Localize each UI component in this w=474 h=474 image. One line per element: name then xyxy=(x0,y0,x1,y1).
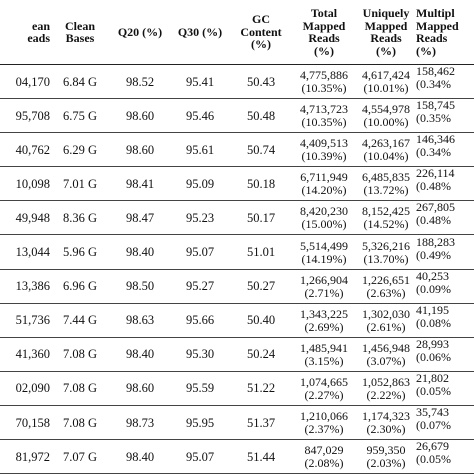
cell-multiple-mapped-percent: (0.34% xyxy=(416,77,451,91)
cell-multiple-mapped-percent: (0.34% xyxy=(416,145,451,160)
cell-total-mapped-percent: (10.35%) xyxy=(301,81,347,95)
cell-uniquely-mapped-percent: (2.30%) xyxy=(366,422,406,436)
cell-total-mapped-count: 4,409,513 xyxy=(300,136,348,151)
cell-q30: 95.59 xyxy=(185,381,215,396)
cell-uniquely-mapped-count: 4,554,978 xyxy=(362,102,410,117)
cell-total-mapped-count: 1,210,066 xyxy=(300,409,348,423)
cell-gc-content: 50.17 xyxy=(246,210,276,225)
table-row xyxy=(0,65,474,99)
cell-total-mapped-count: 1,343,225 xyxy=(300,306,348,321)
cell-uniquely-mapped xyxy=(356,201,416,235)
cell-q20: 98.52 xyxy=(125,74,155,89)
cell-total-mapped-count: 4,713,723 xyxy=(300,102,348,117)
cell-total-mapped-percent: (10.35%) xyxy=(301,115,347,130)
cell-uniquely-mapped-count: 959,350 xyxy=(366,443,406,458)
cell-uniquely-mapped-percent: (10.00%) xyxy=(363,115,409,130)
cell-multiple-mapped-percent: (0.48% xyxy=(416,213,451,228)
cell-multiple-mapped-percent: (0.48% xyxy=(416,179,451,194)
header-uniquely-mapped: Uniquely Mapped Reads (%) xyxy=(362,6,410,58)
cell-clean-reads: 51,736 xyxy=(15,313,50,328)
cell-gc-content: 50.48 xyxy=(246,108,276,123)
cell-clean-reads: 04,170 xyxy=(15,74,50,89)
cell-total-mapped-count: 8,420,230 xyxy=(300,204,348,219)
cell-multiple-mapped xyxy=(416,338,474,372)
cell-multiple-mapped xyxy=(416,201,474,235)
cell-gc-content: 50.43 xyxy=(246,74,276,89)
cell-clean-reads: 02,090 xyxy=(15,381,50,396)
cell-total-mapped xyxy=(292,99,356,133)
cell-clean-bases: 7.08 G xyxy=(62,415,98,430)
cell-q20: 98.40 xyxy=(125,245,155,259)
cell-total-mapped xyxy=(292,372,356,406)
cell-multiple-mapped-count: 226,114 xyxy=(416,166,455,181)
cell-multiple-mapped-count: 158,745 xyxy=(416,98,455,113)
cell-clean-bases: 6.96 G xyxy=(62,279,98,294)
cell-total-mapped xyxy=(292,338,356,372)
cell-multiple-mapped-count: 35,743 xyxy=(416,405,449,419)
cell-clean-bases: 7.07 G xyxy=(62,449,98,464)
table-row xyxy=(0,304,474,338)
cell-q30: 95.66 xyxy=(185,313,215,328)
table-row xyxy=(0,372,474,406)
cell-multiple-mapped xyxy=(416,133,474,167)
table-row xyxy=(0,99,474,133)
cell-total-mapped-count: 4,775,886 xyxy=(300,68,348,82)
cell-uniquely-mapped xyxy=(356,236,416,270)
cell-gc-content: 50.40 xyxy=(246,313,276,328)
cell-multiple-mapped-percent: (0.49% xyxy=(416,247,451,262)
cell-q20: 98.40 xyxy=(125,449,155,464)
cell-total-mapped-count: 1,266,904 xyxy=(300,272,348,287)
cell-gc-content: 51.37 xyxy=(246,415,276,430)
cell-uniquely-mapped xyxy=(356,406,416,440)
cell-uniquely-mapped-percent: (2.03%) xyxy=(366,456,406,471)
cell-multiple-mapped-count: 21,802 xyxy=(416,370,449,385)
header-q30: Q30 (%) xyxy=(177,24,223,39)
cell-q20: 98.63 xyxy=(125,313,155,328)
cell-clean-bases: 6.84 G xyxy=(62,74,98,89)
cell-uniquely-mapped-count: 4,263,167 xyxy=(362,136,410,151)
cell-uniquely-mapped xyxy=(356,65,416,99)
cell-total-mapped xyxy=(292,406,356,440)
cell-total-mapped xyxy=(292,236,356,270)
cell-q20: 98.41 xyxy=(125,176,155,191)
cell-q20: 98.73 xyxy=(125,415,155,430)
cell-clean-reads: 70,158 xyxy=(15,415,50,430)
cell-clean-bases: 5.96 G xyxy=(62,245,98,259)
cell-uniquely-mapped-percent: (10.01%) xyxy=(363,81,409,95)
cell-clean-reads: 10,098 xyxy=(15,176,50,191)
cell-clean-bases: 7.44 G xyxy=(62,313,98,328)
cell-q20: 98.60 xyxy=(125,142,155,157)
cell-clean-bases: 7.01 G xyxy=(62,176,98,191)
cell-q30: 95.23 xyxy=(185,210,215,225)
cell-multiple-mapped-count: 26,679 xyxy=(416,439,449,454)
cell-clean-reads: 95,708 xyxy=(15,108,50,123)
cell-uniquely-mapped xyxy=(356,270,416,304)
cell-total-mapped xyxy=(292,65,356,99)
cell-gc-content: 51.22 xyxy=(246,381,276,396)
cell-q30: 95.30 xyxy=(185,347,215,362)
cell-multiple-mapped-percent: (0.35% xyxy=(416,111,451,126)
cell-q30: 95.46 xyxy=(185,108,215,123)
table-row xyxy=(0,133,474,167)
cell-multiple-mapped xyxy=(416,236,474,270)
cell-multiple-mapped-count: 267,805 xyxy=(416,200,455,215)
cell-clean-reads: 40,762 xyxy=(15,142,50,157)
cell-multiple-mapped xyxy=(416,65,474,99)
cell-multiple-mapped xyxy=(416,372,474,406)
cell-gc-content: 51.01 xyxy=(246,245,276,259)
cell-multiple-mapped-count: 28,993 xyxy=(416,336,449,351)
cell-uniquely-mapped xyxy=(356,440,416,474)
cell-uniquely-mapped xyxy=(356,167,416,201)
cell-q30: 95.27 xyxy=(185,279,215,294)
cell-uniquely-mapped-count: 1,226,651 xyxy=(362,272,410,287)
cell-clean-reads: 49,948 xyxy=(15,210,50,225)
cell-total-mapped xyxy=(292,201,356,235)
cell-multiple-mapped-percent: (0.05% xyxy=(416,383,451,398)
cell-total-mapped-count: 847,029 xyxy=(304,443,344,458)
cell-total-mapped-percent: (2.27%) xyxy=(304,387,344,402)
cell-uniquely-mapped-count: 8,152,425 xyxy=(362,204,410,219)
header-total-mapped: Total Mapped Reads (%) xyxy=(302,6,346,58)
cell-uniquely-mapped-count: 5,326,216 xyxy=(362,238,410,253)
cell-uniquely-mapped xyxy=(356,304,416,338)
cell-q30: 95.95 xyxy=(185,415,215,430)
cell-uniquely-mapped-count: 1,174,323 xyxy=(362,409,410,423)
cell-clean-reads: 41,360 xyxy=(15,347,50,362)
cell-gc-content: 50.18 xyxy=(246,176,276,191)
cell-multiple-mapped xyxy=(416,304,474,338)
cell-multiple-mapped-count: 40,253 xyxy=(416,268,449,283)
cell-total-mapped-percent: (2.69%) xyxy=(304,319,344,334)
cell-uniquely-mapped-count: 1,456,948 xyxy=(362,340,410,355)
cell-total-mapped-percent: (3.15%) xyxy=(304,353,344,368)
cell-uniquely-mapped-percent: (10.04%) xyxy=(363,149,409,164)
cell-gc-content: 50.24 xyxy=(246,347,276,362)
cell-clean-reads: 81,972 xyxy=(15,449,50,464)
cell-q30: 95.07 xyxy=(185,449,215,464)
cell-multiple-mapped xyxy=(416,99,474,133)
cell-gc-content: 51.44 xyxy=(246,449,276,464)
cell-clean-reads: 13,386 xyxy=(15,279,50,294)
cell-total-mapped-count: 5,514,499 xyxy=(300,238,348,253)
cell-q30: 95.41 xyxy=(185,74,215,89)
cell-multiple-mapped xyxy=(416,440,474,474)
cell-multiple-mapped-count: 41,195 xyxy=(416,302,449,317)
header-multiple-mapped: Multipl Mapped Reads (%) xyxy=(416,6,459,58)
cell-uniquely-mapped-percent: (2.22%) xyxy=(366,387,406,402)
cell-multiple-mapped-count: 158,462 xyxy=(416,64,455,78)
header-q20: Q20 (%) xyxy=(117,24,163,39)
cell-clean-bases: 7.08 G xyxy=(62,347,98,362)
cell-multiple-mapped-percent: (0.06% xyxy=(416,349,451,364)
cell-total-mapped-percent: (10.39%) xyxy=(301,149,347,164)
cell-total-mapped-count: 6,711,949 xyxy=(300,170,348,185)
cell-total-mapped xyxy=(292,304,356,338)
cell-uniquely-mapped-count: 1,302,030 xyxy=(362,306,410,321)
cell-total-mapped-count: 1,074,665 xyxy=(300,374,348,389)
cell-uniquely-mapped-count: 4,617,424 xyxy=(362,68,410,82)
cell-uniquely-mapped-percent: (13.72%) xyxy=(363,183,409,198)
cell-uniquely-mapped-percent: (2.61%) xyxy=(366,319,406,334)
cell-multiple-mapped xyxy=(416,406,474,440)
cell-total-mapped-count: 1,485,941 xyxy=(300,340,348,355)
table-row xyxy=(0,440,474,474)
table-row xyxy=(0,201,474,235)
cell-total-mapped-percent: (14.20%) xyxy=(301,183,347,198)
cell-uniquely-mapped-percent: (3.07%) xyxy=(366,353,406,368)
cell-uniquely-mapped-count: 1,052,863 xyxy=(362,374,410,389)
cell-multiple-mapped-percent: (0.07% xyxy=(416,418,451,432)
cell-multiple-mapped xyxy=(416,167,474,201)
cell-total-mapped xyxy=(292,270,356,304)
cell-uniquely-mapped-percent: (13.70%) xyxy=(363,251,409,266)
cell-clean-bases: 7.08 G xyxy=(62,381,98,396)
cell-total-mapped-percent: (15.00%) xyxy=(301,217,347,232)
cell-clean-bases: 6.75 G xyxy=(62,108,98,123)
cell-multiple-mapped-percent: (0.08% xyxy=(416,315,451,330)
cell-multiple-mapped-percent: (0.09% xyxy=(416,281,451,296)
cell-clean-bases: 8.36 G xyxy=(62,210,98,225)
table-row xyxy=(0,338,474,372)
cell-multiple-mapped-percent: (0.05% xyxy=(416,452,451,467)
cell-total-mapped-percent: (2.08%) xyxy=(304,456,344,471)
cell-q20: 98.50 xyxy=(125,279,155,294)
cell-uniquely-mapped-percent: (2.63%) xyxy=(366,285,406,300)
cell-q30: 95.09 xyxy=(185,176,215,191)
cell-q20: 98.47 xyxy=(125,210,155,225)
header-gc-content: GC Content (%) xyxy=(240,12,282,52)
cell-uniquely-mapped-percent: (14.52%) xyxy=(363,217,409,232)
cell-multiple-mapped xyxy=(416,270,474,304)
cell-total-mapped xyxy=(292,133,356,167)
header-clean-reads: ean eads xyxy=(27,18,50,45)
cell-clean-reads: 13,044 xyxy=(15,245,50,259)
table-row xyxy=(0,167,474,201)
cell-gc-content: 50.27 xyxy=(246,279,276,294)
cell-total-mapped-percent: (14.19%) xyxy=(301,251,347,266)
cell-uniquely-mapped xyxy=(356,99,416,133)
table-row xyxy=(0,236,474,270)
cell-multiple-mapped-count: 146,346 xyxy=(416,132,455,147)
cell-uniquely-mapped xyxy=(356,372,416,406)
table-row xyxy=(0,406,474,440)
cell-uniquely-mapped xyxy=(356,338,416,372)
cell-q30: 95.61 xyxy=(185,142,215,157)
cell-q20: 98.40 xyxy=(125,347,155,362)
cell-total-mapped xyxy=(292,440,356,474)
cell-uniquely-mapped xyxy=(356,133,416,167)
table-row xyxy=(0,270,474,304)
cell-q30: 95.07 xyxy=(185,245,215,259)
cell-q20: 98.60 xyxy=(125,108,155,123)
header-clean-bases: Clean Bases xyxy=(65,18,95,45)
cell-total-mapped-percent: (2.71%) xyxy=(304,285,344,300)
cell-q20: 98.60 xyxy=(125,381,155,396)
cell-total-mapped xyxy=(292,167,356,201)
cell-gc-content: 50.74 xyxy=(246,142,276,157)
cell-total-mapped-percent: (2.37%) xyxy=(304,422,344,436)
cell-clean-bases: 6.29 G xyxy=(62,142,98,157)
cell-multiple-mapped-count: 188,283 xyxy=(416,234,455,249)
cell-uniquely-mapped-count: 6,485,835 xyxy=(362,170,410,185)
